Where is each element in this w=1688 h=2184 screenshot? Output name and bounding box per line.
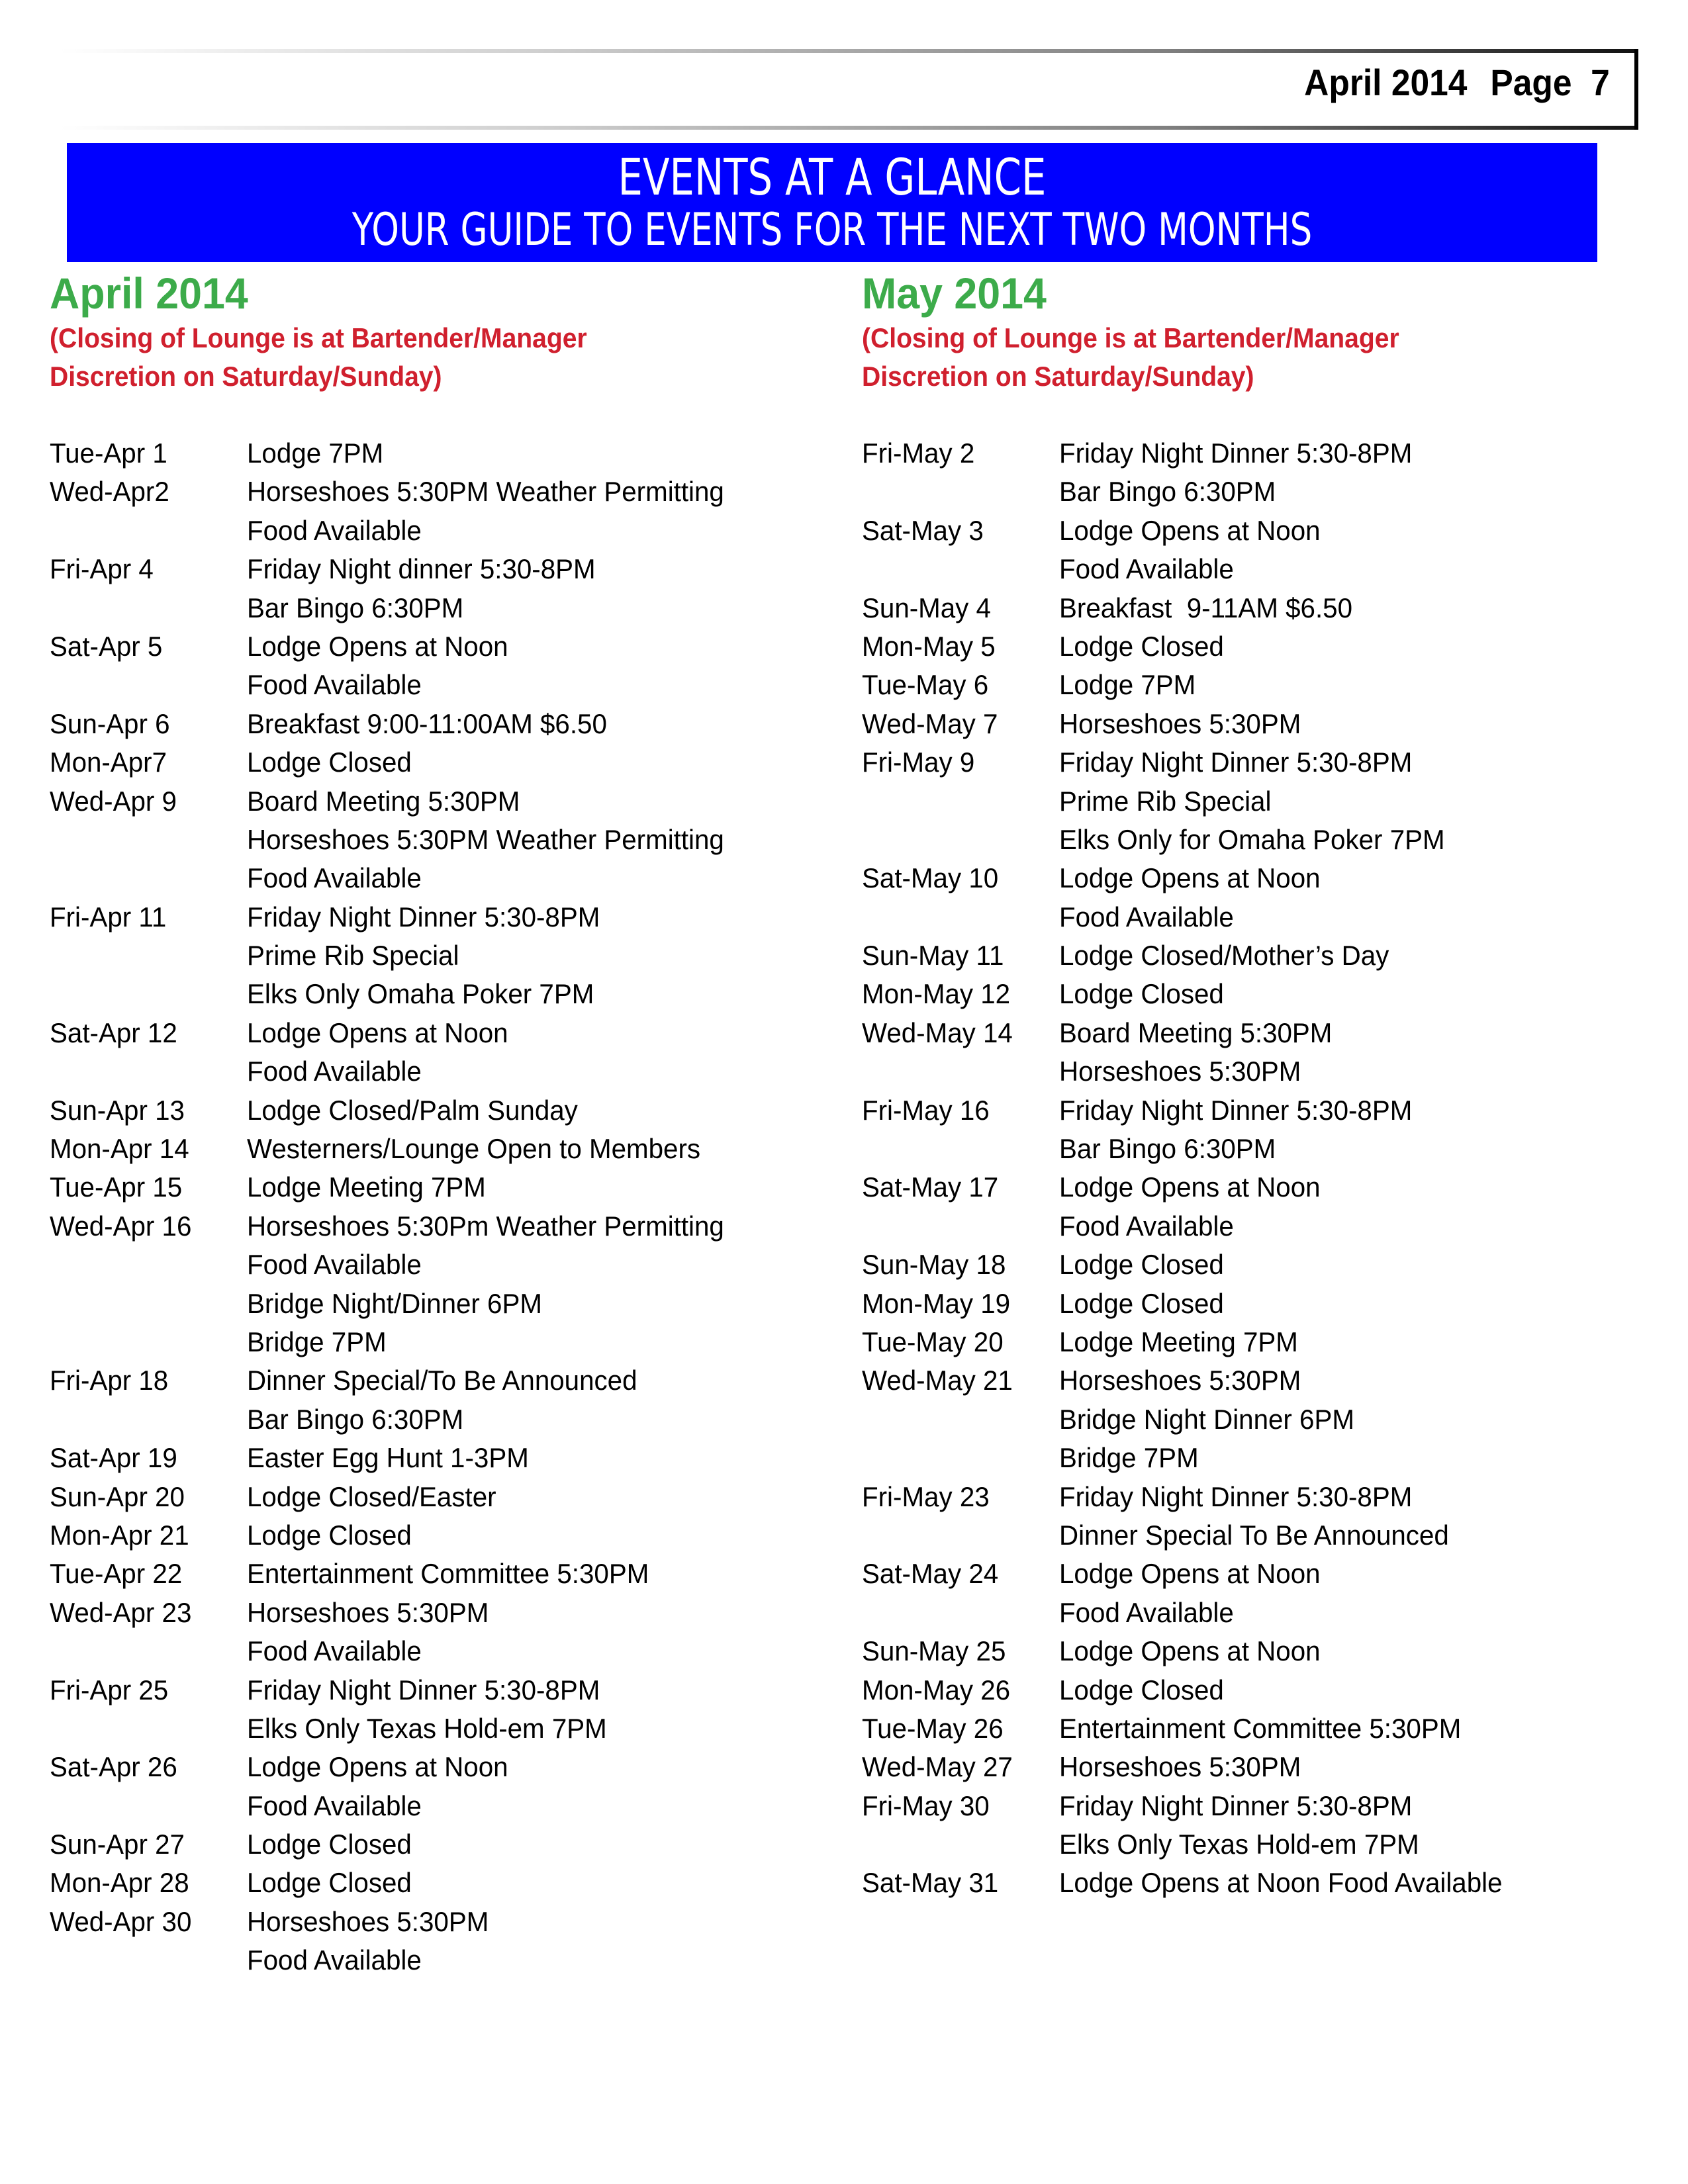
event-date: Sat-May 3 (862, 514, 984, 546)
event-row (50, 705, 831, 743)
event-description: Friday Night Dinner 5:30-8PM (1059, 1790, 1413, 1821)
event-date: Sun-May 25 (862, 1635, 1006, 1667)
event-row (862, 512, 1643, 550)
event-description: Lodge Closed (247, 747, 412, 778)
event-description: Friday Night Dinner 5:30-8PM (1059, 1480, 1413, 1512)
event-description: Horseshoes 5:30PM (1059, 707, 1301, 739)
event-date: Wed-May 27 (862, 1751, 1013, 1783)
event-row (862, 705, 1643, 743)
event-description: Friday Night Dinner 5:30-8PM (1059, 1094, 1413, 1126)
event-description: Lodge Closed/Palm Sunday (247, 1094, 578, 1126)
event-date: Sun-Apr 20 (50, 1480, 185, 1512)
event-description: Easter Egg Hunt 1-3PM (247, 1442, 529, 1474)
event-description: Entertainment Committee 5:30PM (1059, 1712, 1462, 1744)
event-row (862, 1671, 1643, 1709)
event-description: Breakfast 9:00-11:00AM $6.50 (247, 707, 607, 739)
event-description: Horseshoes 5:30Pm Weather Permitting (247, 1210, 724, 1242)
event-row (50, 859, 831, 897)
event-row (50, 1400, 831, 1439)
event-date: Wed-May 21 (862, 1365, 1013, 1396)
event-date: Mon-Apr 14 (50, 1133, 189, 1165)
event-row (862, 434, 1643, 473)
event-row (50, 1787, 831, 1825)
event-date: Sat-May 24 (862, 1558, 999, 1590)
event-row (862, 1864, 1643, 1902)
event-description: Bridge 7PM (247, 1326, 387, 1357)
event-description: Friday Night dinner 5:30-8PM (247, 553, 596, 585)
event-row (862, 1400, 1643, 1439)
event-description: Food Available (247, 1056, 422, 1087)
event-description: Lodge Closed (1059, 1287, 1224, 1319)
event-row (50, 821, 831, 859)
april-note-line-1: (Closing of Lounge is at Bartender/Manager (50, 322, 587, 353)
event-description: Horseshoes 5:30PM Weather Permitting (247, 823, 724, 855)
event-row (862, 898, 1643, 936)
event-date: Wed-May 14 (862, 1017, 1013, 1048)
banner-subtitle: YOUR GUIDE TO EVENTS FOR THE NEXT TWO MONTHS (352, 204, 1313, 256)
event-row (50, 434, 831, 473)
event-description: Friday Night Dinner 5:30-8PM (247, 901, 600, 933)
event-date: Sat-May 10 (862, 862, 999, 894)
event-date: Sun-May 4 (862, 592, 991, 623)
event-row (50, 1709, 831, 1748)
event-row (50, 1130, 831, 1168)
event-description: Horseshoes 5:30PM (1059, 1365, 1301, 1396)
event-row (862, 1787, 1643, 1825)
event-row (862, 1323, 1643, 1361)
event-row (862, 1052, 1643, 1091)
event-row (50, 1361, 831, 1400)
event-row (862, 1632, 1643, 1670)
event-date: Tue-Apr 15 (50, 1171, 183, 1203)
event-date: Tue-May 20 (862, 1326, 1004, 1357)
event-description: Breakfast 9-11AM $6.50 (1059, 592, 1353, 623)
event-row (862, 1516, 1643, 1555)
event-row (862, 627, 1643, 666)
event-description: Dinner Special To Be Announced (1059, 1519, 1449, 1551)
event-description: Food Available (247, 1944, 422, 1976)
header-top-rule (60, 49, 1638, 53)
event-description: Elks Only for Omaha Poker 7PM (1059, 823, 1445, 855)
event-description: Horseshoes 5:30PM (247, 1905, 489, 1937)
may-column (862, 262, 1643, 1899)
event-row (862, 782, 1643, 821)
event-row (50, 1555, 831, 1593)
may-events-list (862, 434, 1643, 1903)
event-row (862, 1014, 1643, 1052)
event-date: Wed-Apr 16 (50, 1210, 192, 1242)
event-description: Lodge Opens at Noon (247, 630, 508, 662)
event-description: Prime Rib Special (247, 940, 459, 972)
event-description: Food Available (247, 1249, 422, 1281)
event-description: Friday Night Dinner 5:30-8PM (1059, 747, 1413, 778)
event-row (50, 1207, 831, 1246)
event-row (862, 1246, 1643, 1284)
event-row (862, 1478, 1643, 1516)
event-description: Food Available (247, 1635, 422, 1667)
event-description: Food Available (247, 669, 422, 701)
event-description: Food Available (1059, 901, 1234, 933)
event-row (50, 1825, 831, 1864)
event-row (50, 1285, 831, 1323)
april-heading: April 2014 (50, 269, 248, 318)
event-row (862, 975, 1643, 1013)
event-description: Bar Bingo 6:30PM (1059, 1133, 1276, 1165)
event-description: Lodge Closed/Mother’s Day (1059, 940, 1389, 972)
event-date: Mon-May 12 (862, 978, 1011, 1010)
event-row (50, 1941, 831, 1979)
event-description: Bar Bingo 6:30PM (1059, 476, 1276, 508)
event-description: Food Available (1059, 1210, 1234, 1242)
event-date: Fri-May 30 (862, 1790, 990, 1821)
event-date: Wed-Apr2 (50, 476, 169, 508)
event-date: Sat-May 31 (862, 1867, 999, 1899)
event-row (862, 1207, 1643, 1246)
event-description: Lodge Closed (247, 1867, 412, 1899)
event-row (50, 975, 831, 1013)
event-date: Sat-Apr 5 (50, 630, 163, 662)
event-row (50, 1168, 831, 1206)
event-row (862, 859, 1643, 897)
event-row (50, 512, 831, 550)
event-description: Lodge Opens at Noon (1059, 1171, 1321, 1203)
event-row (50, 1014, 831, 1052)
event-description: Lodge Meeting 7PM (1059, 1326, 1298, 1357)
event-row (862, 1555, 1643, 1593)
event-description: Lodge Opens at Noon (1059, 862, 1321, 894)
event-row (50, 1323, 831, 1361)
event-description: Horseshoes 5:30PM (1059, 1056, 1301, 1087)
event-row (862, 1091, 1643, 1130)
event-row (862, 550, 1643, 588)
event-description: Entertainment Committee 5:30PM (247, 1558, 649, 1590)
event-date: Tue-Apr 22 (50, 1558, 183, 1590)
event-date: Mon-Apr7 (50, 747, 167, 778)
event-description: Prime Rib Special (1059, 785, 1272, 817)
event-row (862, 743, 1643, 782)
event-description: Lodge Meeting 7PM (247, 1171, 486, 1203)
event-date: Fri-Apr 4 (50, 553, 154, 585)
event-row (862, 1439, 1643, 1477)
event-row (50, 473, 831, 511)
april-note-line-2: Discretion on Saturday/Sunday) (50, 361, 442, 392)
event-row (862, 1130, 1643, 1168)
event-description: Lodge 7PM (247, 437, 384, 469)
banner-title: EVENTS AT A GLANCE (618, 148, 1047, 206)
event-row (862, 1825, 1643, 1864)
event-date: Fri-Apr 11 (50, 901, 167, 933)
event-date: Fri-Apr 18 (50, 1365, 169, 1396)
event-description: Food Available (247, 862, 422, 894)
event-description: Lodge Closed/Easter (247, 1480, 496, 1512)
event-date: Fri-May 9 (862, 747, 975, 778)
event-row (862, 1709, 1643, 1748)
event-row (50, 1439, 831, 1477)
event-description: Lodge Opens at Noon (1059, 514, 1321, 546)
event-row (862, 1361, 1643, 1400)
event-row (862, 1748, 1643, 1786)
event-description: Lodge Opens at Noon (247, 1017, 508, 1048)
events-banner (67, 143, 1597, 262)
event-date: Wed-Apr 9 (50, 785, 177, 817)
event-date: Sun-Apr 27 (50, 1829, 185, 1860)
event-row (50, 1246, 831, 1284)
event-row (50, 1748, 831, 1786)
event-description: Lodge Closed (247, 1829, 412, 1860)
event-row (862, 666, 1643, 704)
event-description: Elks Only Texas Hold-em 7PM (1059, 1829, 1419, 1860)
event-date: Mon-May 26 (862, 1674, 1011, 1706)
may-note-line-1: (Closing of Lounge is at Bartender/Manager (862, 322, 1399, 353)
header-right-rule (1634, 49, 1638, 130)
event-date: Fri-May 23 (862, 1480, 990, 1512)
event-description: Horseshoes 5:30PM (1059, 1751, 1301, 1783)
event-description: Lodge Closed (1059, 630, 1224, 662)
event-description: Lodge Opens at Noon Food Available (1059, 1867, 1503, 1899)
event-row (50, 1478, 831, 1516)
event-description: Lodge Closed (1059, 978, 1224, 1010)
event-date: Sun-Apr 6 (50, 707, 170, 739)
event-row (50, 627, 831, 666)
event-date: Sat-May 17 (862, 1171, 999, 1203)
event-date: Fri-May 16 (862, 1094, 990, 1126)
may-note (862, 319, 1588, 396)
event-description: Friday Night Dinner 5:30-8PM (247, 1674, 600, 1706)
event-date: Wed-Apr 30 (50, 1905, 192, 1937)
april-note (50, 319, 776, 396)
event-row (862, 1285, 1643, 1323)
event-row (50, 1516, 831, 1555)
event-description: Elks Only Texas Hold-em 7PM (247, 1712, 607, 1744)
may-note-line-2: Discretion on Saturday/Sunday) (862, 361, 1254, 392)
event-date: Fri-May 2 (862, 437, 975, 469)
event-description: Bridge Night/Dinner 6PM (247, 1287, 542, 1319)
header-bottom-rule (60, 126, 1638, 130)
issue-date: April 2014 (1304, 62, 1468, 103)
event-row (50, 1903, 831, 1941)
event-description: Food Available (247, 514, 422, 546)
event-date: Mon-Apr 21 (50, 1519, 189, 1551)
event-date: Wed-May 7 (862, 707, 998, 739)
event-row (50, 898, 831, 936)
page-number: Page 7 (1490, 62, 1610, 103)
event-row (50, 1594, 831, 1632)
event-row (862, 936, 1643, 975)
event-description: Horseshoes 5:30PM Weather Permitting (247, 476, 724, 508)
event-date: Tue-May 6 (862, 669, 989, 701)
event-date: Tue-May 26 (862, 1712, 1004, 1744)
event-description: Westerners/Lounge Open to Members (247, 1133, 701, 1165)
event-row (862, 589, 1643, 627)
event-date: Sun-May 11 (862, 940, 1004, 972)
event-date: Sat-Apr 12 (50, 1017, 177, 1048)
event-description: Lodge Closed (1059, 1674, 1224, 1706)
event-description: Lodge 7PM (1059, 669, 1196, 701)
event-date: Sat-Apr 26 (50, 1751, 177, 1783)
event-description: Friday Night Dinner 5:30-8PM (1059, 437, 1413, 469)
event-description: Board Meeting 5:30PM (1059, 1017, 1333, 1048)
event-row (50, 782, 831, 821)
event-row (50, 1091, 831, 1130)
event-description: Lodge Opens at Noon (1059, 1558, 1321, 1590)
event-row (862, 473, 1643, 511)
event-description: Bridge Night Dinner 6PM (1059, 1403, 1354, 1435)
event-date: Tue-Apr 1 (50, 437, 167, 469)
event-date: Mon-May 5 (862, 630, 996, 662)
event-row (50, 743, 831, 782)
event-row (50, 1671, 831, 1709)
event-description: Bar Bingo 6:30PM (247, 592, 464, 623)
event-row (862, 1168, 1643, 1206)
event-description: Lodge Closed (247, 1519, 412, 1551)
event-description: Elks Only Omaha Poker 7PM (247, 978, 594, 1010)
event-row (50, 1052, 831, 1091)
event-description: Lodge Opens at Noon (247, 1751, 508, 1783)
event-description: Horseshoes 5:30PM (247, 1596, 489, 1628)
event-row (50, 936, 831, 975)
event-description: Lodge Opens at Noon (1059, 1635, 1321, 1667)
event-row (862, 821, 1643, 859)
event-description: Board Meeting 5:30PM (247, 785, 520, 817)
april-column (50, 262, 831, 1976)
event-description: Bar Bingo 6:30PM (247, 1403, 464, 1435)
event-date: Sat-Apr 19 (50, 1442, 177, 1474)
event-row (50, 589, 831, 627)
event-date: Sun-Apr 13 (50, 1094, 185, 1126)
event-date: Sun-May 18 (862, 1249, 1006, 1281)
event-row (50, 666, 831, 704)
event-row (50, 1864, 831, 1902)
event-row (862, 1594, 1643, 1632)
event-description: Bridge 7PM (1059, 1442, 1199, 1474)
april-events-list (50, 434, 831, 1980)
event-description: Dinner Special/To Be Announced (247, 1365, 637, 1396)
event-description: Lodge Closed (1059, 1249, 1224, 1281)
event-row (50, 550, 831, 588)
event-date: Fri-Apr 25 (50, 1674, 169, 1706)
event-description: Food Available (247, 1790, 422, 1821)
event-date: Wed-Apr 23 (50, 1596, 192, 1628)
page-header (1304, 61, 1610, 104)
event-row (50, 1632, 831, 1670)
event-description: Food Available (1059, 553, 1234, 585)
may-heading: May 2014 (862, 269, 1047, 318)
event-description: Food Available (1059, 1596, 1234, 1628)
event-date: Mon-Apr 28 (50, 1867, 189, 1899)
event-date: Mon-May 19 (862, 1287, 1011, 1319)
